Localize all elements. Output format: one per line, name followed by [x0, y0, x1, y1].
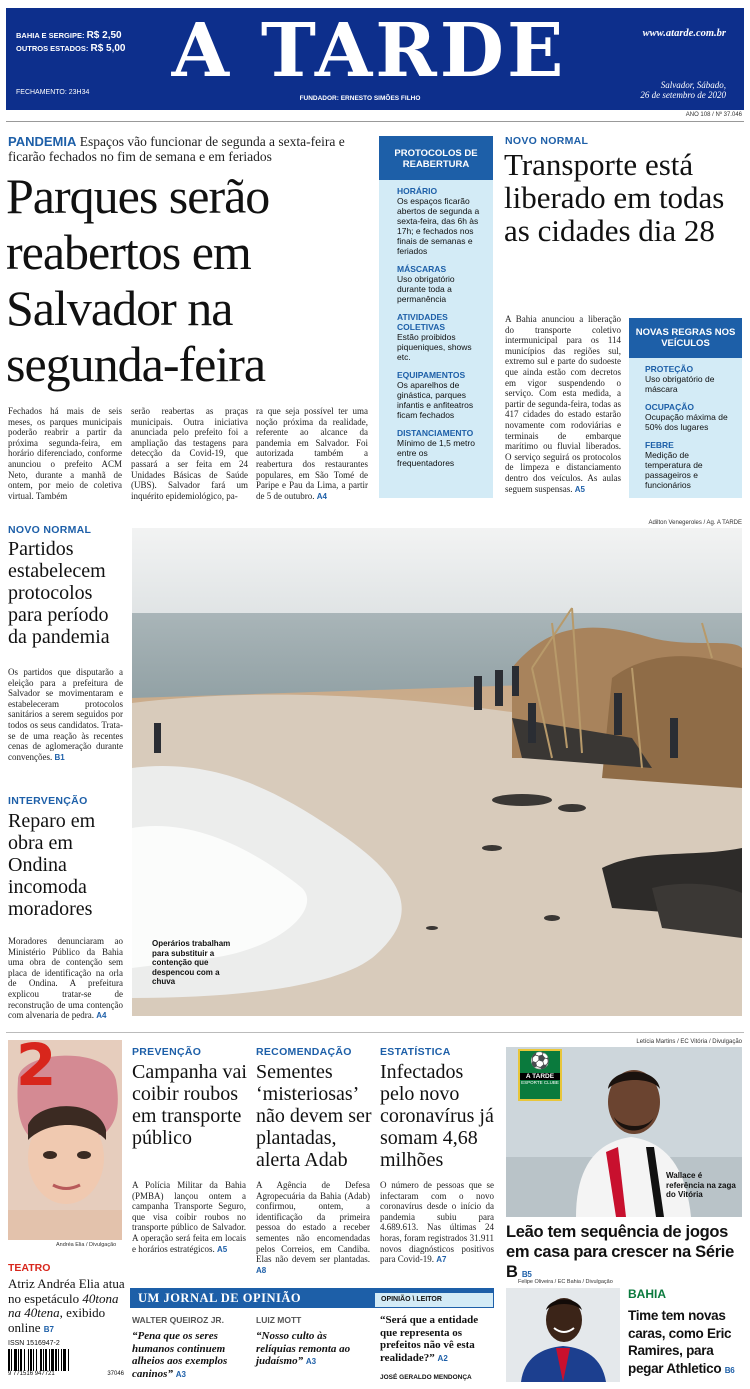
opinion-author-3: JOSÉ GERALDO MENDONÇA: [380, 1374, 472, 1381]
opinion-quote-1[interactable]: “Pena que os seres humanos continuem alheios aos exemplos caninos” A3: [132, 1330, 228, 1380]
vehicle-rules-list: [629, 358, 742, 490]
vehicle-rule-item-text: Medição de temperatura de passageiros e funcionários: [645, 450, 703, 490]
vehicle-rules-box: [629, 318, 742, 498]
teatro-text[interactable]: Atriz Andréa Elia atua no espetáculo 40tona na 40tena, exibido online B7: [8, 1276, 125, 1335]
estatistica-body: O número de pessoas que se infectaram com o novo coronavírus desde o início da pandemia subiu para 4.689.613. Nas últimas 24 horas, foram registrados 31.911 novos diagnósticos positivos para Covid-19. A7: [380, 1180, 494, 1265]
bahia-photo-credit: Felipe Oliveira / EC Bahia / Divulgação: [518, 1279, 613, 1285]
website-url[interactable]: www.atarde.com.br: [642, 28, 726, 39]
estatistica-headline[interactable]: Infectados pelo novo coronavírus já somam 4,68 milhões: [380, 1061, 494, 1171]
barcode-bar: [69, 1349, 70, 1371]
issn-number: ISSN 1516947-2: [8, 1340, 60, 1347]
vehicle-rule-item: [645, 402, 736, 432]
protocol-item: [397, 428, 485, 468]
barcode-digits: 9 771516 947721 37046: [8, 1371, 124, 1377]
vehicle-rule-item: [645, 440, 736, 490]
protocol-item: [397, 370, 485, 420]
transport-body: A Bahia anunciou a liberação do transporte coletivo intermunicipal para os 114 municípios das regiões sul, extremo sul e parte do sudoeste que ainda estão com decretos em vigor suspendendo o serviço. Com esta medida, a partir de segunda-feira, todas as 417 cidades do estado estarão novamente com rodoviárias e terminais de embarque marítimo ou fluvial liberados. O serviço seguirá os protocolos de limpeza e distanciamento dentro dos veículos. As aulas seguem suspensas. A5: [505, 314, 621, 494]
vitoria-caption: Wallace é referência na zaga do Vitória: [666, 1171, 736, 1199]
player-eric-ramires-image: [506, 1288, 620, 1382]
recomendacao-body: A Agência de Defesa Agropecuária da Bahia (Adab) confirmou, ontem, a identificação da primeira pessoa do estado a receber sementes não encomendadas pelos Correios, em Candiba. Elas não devem ser plantadas. A8: [256, 1180, 370, 1275]
protocol-item: [397, 264, 485, 304]
recomendacao-kicker: RECOMENDAÇÃO: [256, 1046, 352, 1058]
prevencao-body: A Polícia Militar da Bahia (PMBA) lançou ontem a campanha Transporte Seguro, que visa coibir roubos no transporte público de Salvador. A operação será feita em locais e horários estratégicos. A5: [132, 1180, 246, 1254]
partidos-headline[interactable]: Partidos estabelecem protocolos para período da pandemia: [8, 538, 110, 648]
bahia-photo[interactable]: [506, 1288, 620, 1382]
newspaper-logo[interactable]: A TARDE: [171, 8, 567, 94]
protocol-item-label: MÁSCARAS: [397, 264, 447, 274]
lead-kicker: PANDEMIA: [8, 134, 77, 149]
section-badge: 2: [16, 1040, 57, 1099]
estatistica-kicker: ESTATÍSTICA: [380, 1046, 451, 1058]
main-photo-credit: Adilton Venegeroles / Ag. A TARDE: [648, 520, 742, 526]
protocol-item-label: DISTANCIAMENTO: [397, 428, 474, 438]
opinion-leitor-label: OPINIÃO \ LEITOR: [375, 1293, 493, 1307]
vehicle-rules-title: NOVAS REGRAS NOS VEÍCULOS: [629, 318, 742, 358]
partidos-kicker: NOVO NORMAL: [8, 524, 92, 536]
opinion-quote-2[interactable]: “Nosso culto às relíquias remonta ao judaísmo” A3: [256, 1330, 351, 1367]
prevencao-headline[interactable]: Campanha vai coibir roubos em transporte público: [132, 1061, 247, 1149]
edition-number: ANO 108 / Nº 37.046: [685, 112, 742, 118]
lead-deck: PANDEMIA Espaços vão funcionar de segunda a sexta-feira e ficarão fechados no fim de semana e em feriados: [8, 134, 345, 164]
protocol-item-text: Os espaços ficarão abertos de segunda a sexta-feira, das 6h às 17h; e fechados nos finais de semanas e feriados: [397, 196, 480, 256]
masthead-rule: [6, 121, 744, 122]
founder-line: FUNDADOR: ERNESTO SIMÕES FILHO: [299, 95, 421, 102]
protocol-item-label: ATIVIDADES COLETIVAS: [397, 312, 448, 332]
bahia-kicker: BAHIA: [628, 1287, 666, 1301]
protocol-item: [397, 186, 485, 256]
barcode: [8, 1340, 124, 1384]
opinion-author-1: WALTER QUEIROZ JR.: [132, 1315, 224, 1325]
prevencao-kicker: PREVENÇÃO: [132, 1046, 202, 1058]
protocol-item-text: Os aparelhos de ginástica, parques infantis e anfiteatros ficam fechados: [397, 380, 474, 420]
transport-kicker: NOVO NORMAL: [505, 135, 589, 147]
vitoria-headline[interactable]: Leão tem sequência de jogos em casa para crescer na Série B B5: [506, 1223, 734, 1281]
partidos-body: Os partidos que disputarão a eleição para a prefeitura de Salvador se movimentaram e estabeleceram protocolos sanitários a serem seguidos por todos os seus candidatos. Trata-se de uma reação às recentes cenas de aglomeração durante convenções. B1: [8, 667, 123, 762]
vitoria-photo[interactable]: [506, 1047, 742, 1217]
transport-headline[interactable]: Transporte está liberado em todas as cidades dia 28: [504, 147, 725, 248]
protocol-item: [397, 312, 485, 362]
teatro-photo-credit: Andréa Elia / Divulgação: [56, 1242, 117, 1248]
vehicle-rule-item-label: PROTEÇÃO: [645, 364, 694, 374]
reparo-body: Moradores denunciaram ao Ministério Público da Bahia uma obra de contenção sem placa de identificação na orla de Ondina. A prefeitura explicou tratar-se de reconstrução de uma contenção com alvenaria de pedra. A4: [8, 936, 123, 1021]
vitoria-photo-credit: Letícia Martins / EC Vitória / Divulgação: [636, 1039, 742, 1045]
lead-col-1: Fechados há mais de seis meses, os parques municipais poderão reabrir a partir da próxima segunda-feira, em horário diferenciado, conforme anunciou o prefeito ACM Neto, durante a manhã de ontem, por meio de coletiva virtual. Também: [8, 406, 122, 501]
bahia-headline[interactable]: Time tem novas caras, como Eric Ramires, para pegar Athletico B6: [628, 1308, 735, 1376]
lead-col-3: ra que seja possível ter uma noção próxima da realidade, referente ao alcance da pandemia em Salvador. Foi autorizada também a reabertura dos restaurantes populares, em São Tomé de Paripe e Pau da Lima, a partir de 5 de outubro. A4: [256, 406, 368, 501]
masthead: [6, 8, 744, 110]
closing-time: FECHAMENTO: 23H34: [16, 89, 90, 96]
vehicle-rule-item-label: FEBRE: [645, 440, 674, 450]
protocol-item-text: Estão proibidos piqueniques, shows etc.: [397, 332, 472, 362]
vehicle-rule-item-text: Uso obrigatório de máscara: [645, 374, 715, 394]
opinion-quote-3[interactable]: “Será que a entidade que representa os prefeitos não vê esta realidade?” A2: [380, 1314, 479, 1364]
opinion-author-2: LUIZ MOTT: [256, 1315, 302, 1325]
opinion-bar-title: UM JORNAL DE OPINIÃO: [130, 1288, 494, 1308]
teatro-photo[interactable]: [8, 1040, 122, 1240]
vehicle-rule-item: [645, 364, 736, 394]
teatro-kicker: TEATRO: [8, 1262, 51, 1274]
protocol-box: [379, 136, 493, 498]
club-badge: ⚽ A TARDE ESPORTE CLUBE: [518, 1049, 562, 1101]
date-line: Salvador, Sábado, 26 de setembro de 2020: [640, 80, 726, 100]
protocol-item-label: HORÁRIO: [397, 186, 438, 196]
soccer-ball-icon: ⚽: [530, 1053, 550, 1070]
protocol-box-title: PROTOCOLOS DE REABERTURA: [379, 136, 493, 180]
main-photo[interactable]: [132, 528, 742, 1016]
section-rule: [6, 1032, 744, 1033]
reparo-headline[interactable]: Reparo em obra em Ondina incomoda moradores: [8, 810, 96, 920]
lead-headline[interactable]: Parques serão reabertos em Salvador na segunda-feira: [6, 168, 270, 392]
lead-col-2: serão reabertas as praças municipais. Outra iniciativa anunciada pelo prefeito foi a ampliação das testagens para detecção da Covid-19, que passará a ser feita em 24 Unidades Básicas de Saúde (UBS). Salvador fará um inquérito epidemiológico, pa-: [131, 406, 248, 501]
price-line-1: BAHIA E SERGIPE: R$ 2,50: [16, 30, 122, 41]
protocol-item-text: Uso obrigatório durante toda a permanência: [397, 274, 455, 304]
vehicle-rule-item-label: OCUPAÇÃO: [645, 402, 694, 412]
barcode-bars: [8, 1349, 124, 1371]
recomendacao-headline[interactable]: Sementes ‘misteriosas’ não devem ser plantadas, alerta Adab: [256, 1061, 372, 1171]
reparo-kicker: INTERVENÇÃO: [8, 795, 88, 807]
protocol-item-label: EQUIPAMENTOS: [397, 370, 466, 380]
protocol-item-text: Mínimo de 1,5 metro entre os frequentadores: [397, 438, 475, 468]
vehicle-rule-item-text: Ocupação máxima de 50% dos lugares: [645, 412, 728, 432]
main-photo-caption: Operários trabalham para substituir a contenção que despencou com a chuva: [152, 939, 231, 986]
price-line-2: OUTROS ESTADOS: R$ 5,00: [16, 43, 126, 54]
protocol-list: [379, 180, 493, 468]
